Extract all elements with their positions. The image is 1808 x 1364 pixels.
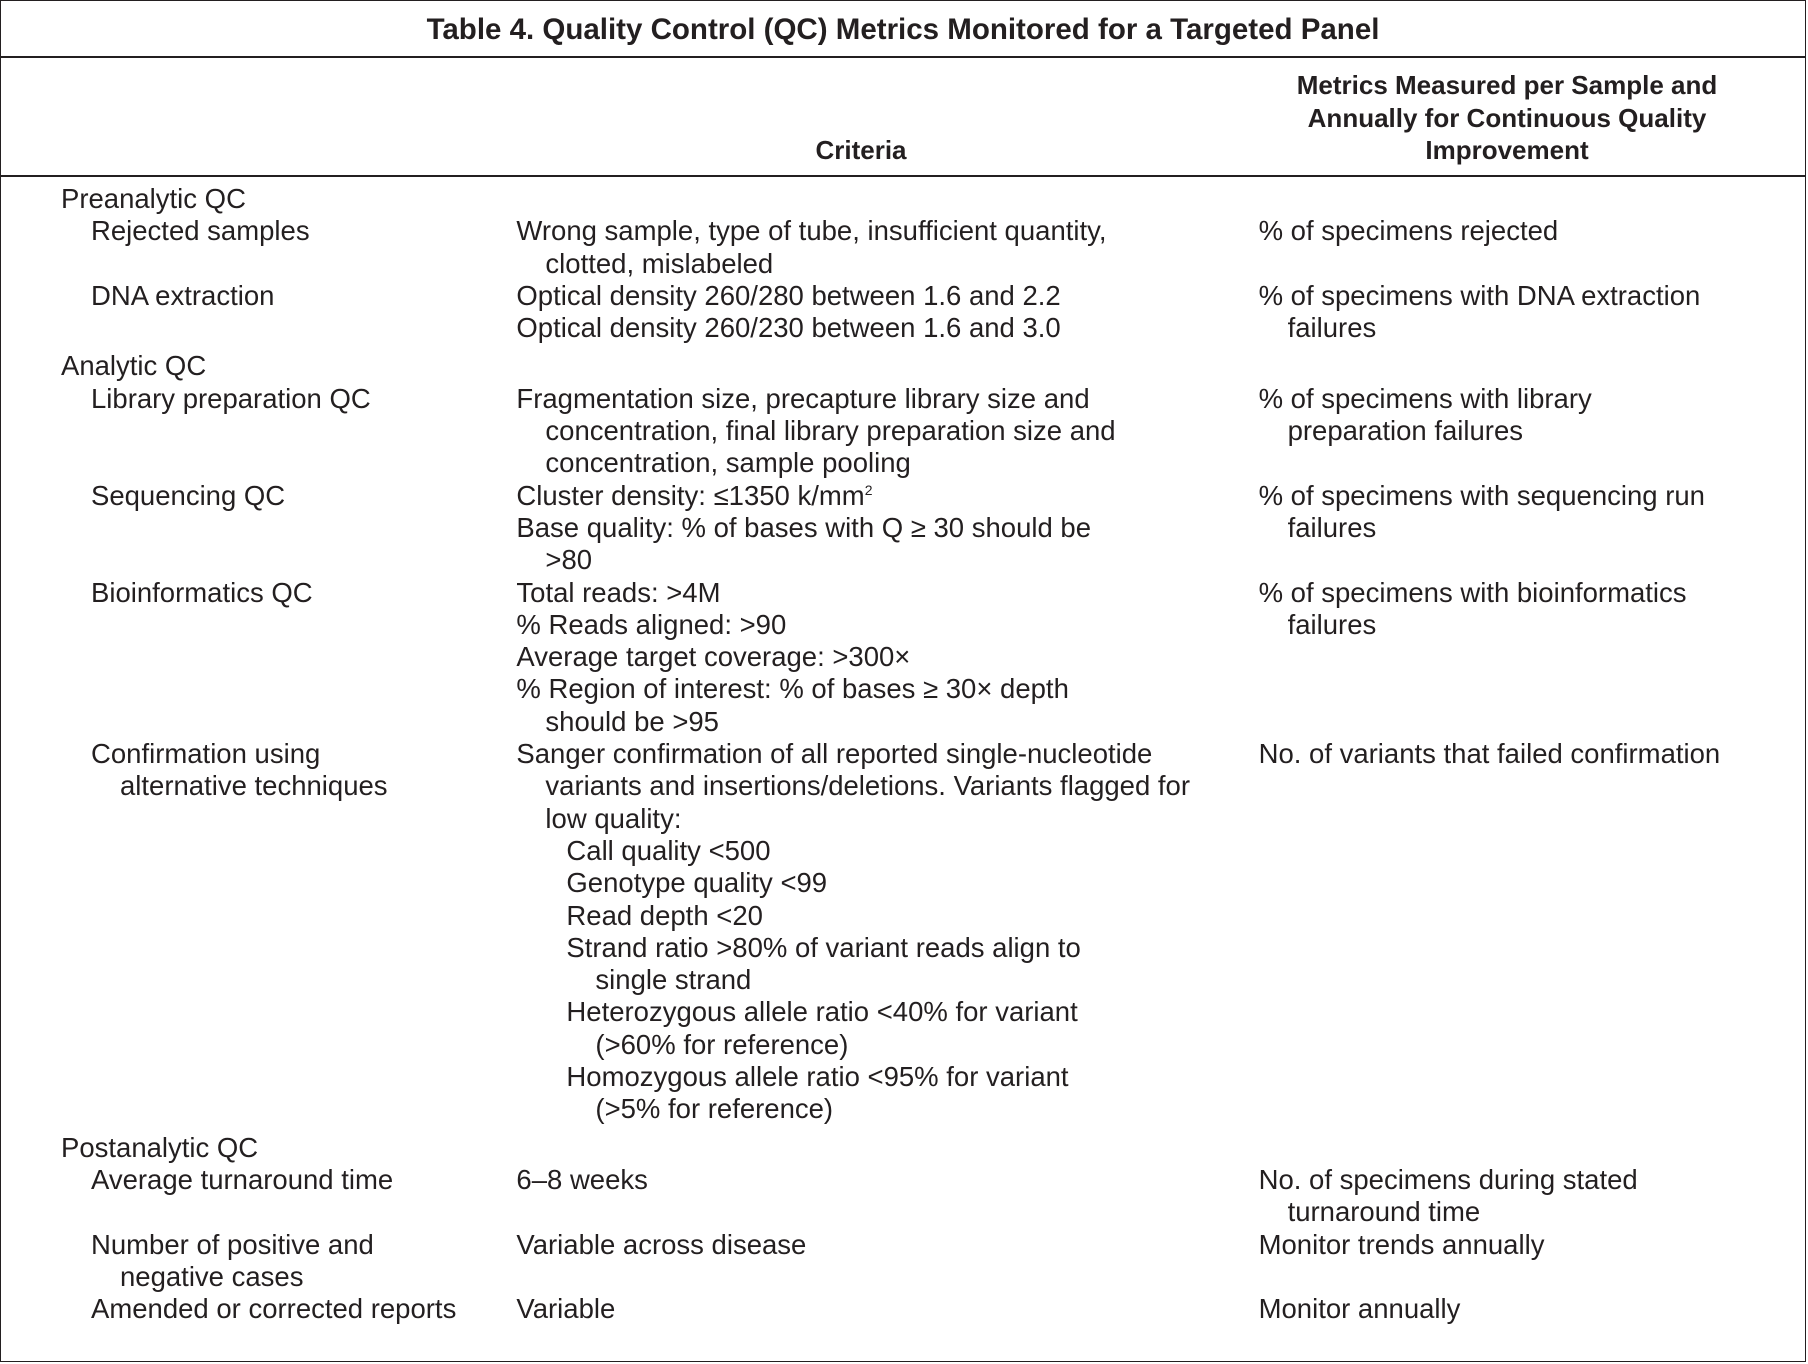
criteria-text: Fragmentation size, precapture library size and	[516, 382, 1090, 414]
criteria-column-header: Criteria	[815, 135, 907, 165]
table-row	[1, 1164, 1805, 1229]
row-label-line: Bioinformatics QC	[91, 576, 313, 608]
row-label-line: Confirmation using	[91, 738, 321, 770]
criteria-line	[516, 932, 1258, 964]
criteria-line	[516, 512, 1258, 544]
table-row	[1, 215, 1805, 280]
criteria-text: clotted, mislabeled	[545, 247, 774, 279]
criteria-text: Homozygous allele ratio <95% for variant	[566, 1061, 1069, 1093]
row-label-line: Sequencing QC	[91, 479, 286, 511]
criteria-cell	[516, 280, 1258, 345]
header-rule	[1, 175, 1805, 177]
metric-cell	[1259, 738, 1805, 1126]
criteria-text: Sanger confirmation of all reported single-nucleotide	[516, 738, 1153, 770]
criteria-cell	[516, 383, 1258, 480]
criteria-line	[516, 215, 1258, 247]
criteria-cell	[516, 480, 1258, 577]
criteria-text: variants and insertions/deletions. Variants flagged for	[545, 770, 1191, 802]
criteria-line	[516, 770, 1258, 802]
criteria-line	[516, 577, 1258, 609]
row-label-line: Number of positive and	[91, 1228, 374, 1260]
section-label: Analytic QC	[61, 350, 207, 382]
criteria-line	[516, 447, 1258, 479]
criteria-line	[516, 641, 1258, 673]
section-row	[1, 1132, 1805, 1164]
criteria-text: Wrong sample, type of tube, insufficient quantity,	[516, 215, 1107, 247]
table-row	[1, 280, 1805, 345]
table-row	[1, 738, 1805, 1126]
criteria-text: Optical density 260/230 between 1.6 and 3.0	[516, 312, 1061, 344]
criteria-text: (>60% for reference)	[595, 1028, 849, 1060]
row-label-line: DNA extraction	[91, 279, 275, 311]
section-label: Postanalytic QC	[61, 1131, 259, 1163]
top-rule	[1, 56, 1805, 58]
metric-cell	[1259, 577, 1805, 738]
criteria-text: Genotype quality <99	[566, 867, 828, 899]
metrics-column-header	[1237, 69, 1777, 167]
criteria-text: Variable	[516, 1293, 616, 1325]
row-label-line: Amended or corrected reports	[91, 1293, 457, 1325]
criteria-text: low quality:	[545, 802, 682, 834]
criteria-text: Variable across disease	[516, 1228, 807, 1260]
metrics-header-line: Annually for Continuous Quality	[1307, 102, 1707, 133]
metric-cell	[1259, 280, 1805, 345]
row-label	[1, 738, 516, 1126]
metric-cell	[1259, 1164, 1805, 1229]
metric-line: % of specimens with DNA extraction	[1258, 279, 1701, 311]
table-row	[1, 480, 1805, 577]
criteria-text: Call quality <500	[566, 834, 771, 866]
metric-cell	[1259, 215, 1805, 280]
criteria-cell	[516, 577, 1258, 738]
table-row	[1, 1293, 1805, 1325]
row-label-line: alternative techniques	[120, 770, 388, 802]
criteria-line	[516, 706, 1258, 738]
criteria-cell	[516, 1293, 1258, 1325]
criteria-line	[516, 248, 1258, 280]
criteria-line	[516, 1093, 1258, 1125]
metric-line: No. of specimens during stated	[1258, 1163, 1638, 1195]
criteria-line	[516, 835, 1258, 867]
section-row	[1, 183, 1805, 215]
criteria-text: Total reads: >4M	[516, 576, 721, 608]
metrics-header-line: Improvement	[1425, 135, 1589, 165]
criteria-line	[516, 803, 1258, 835]
row-label-line: Average turnaround time	[91, 1163, 394, 1195]
table-row	[1, 383, 1805, 480]
criteria-text: 6–8 weeks	[516, 1163, 648, 1195]
criteria-line	[516, 415, 1258, 447]
row-label-line: negative cases	[120, 1260, 304, 1292]
row-label	[1, 215, 516, 280]
criteria-text: Base quality: % of bases with Q ≥ 30 should be	[516, 511, 1092, 543]
metric-line: Monitor trends annually	[1258, 1228, 1545, 1260]
criteria-line	[516, 480, 1258, 512]
criteria-text: >80	[545, 544, 593, 576]
criteria-text: concentration, final library preparation size and	[545, 415, 1116, 447]
superscript: 2	[864, 481, 873, 498]
table-row	[1, 1229, 1805, 1294]
metric-cell	[1259, 1229, 1805, 1294]
metric-line: % of specimens with sequencing run	[1258, 479, 1705, 511]
criteria-line	[516, 1164, 1258, 1196]
metric-cell	[1259, 480, 1805, 577]
criteria-text: Heterozygous allele ratio <40% for variant	[566, 996, 1078, 1028]
metric-line: No. of variants that failed confirmation	[1258, 738, 1721, 770]
metric-line: % of specimens with bioinformatics	[1258, 576, 1687, 608]
row-label	[1, 383, 516, 480]
criteria-line	[516, 383, 1258, 415]
row-label-line: Library preparation QC	[91, 382, 371, 414]
criteria-cell	[516, 1164, 1258, 1229]
criteria-text: Read depth <20	[566, 899, 763, 931]
criteria-text: % Reads aligned: >90	[516, 608, 787, 640]
criteria-cell	[516, 738, 1258, 1126]
criteria-text: Average target coverage: >300×	[516, 641, 911, 673]
criteria-text: (>5% for reference)	[595, 1093, 834, 1125]
criteria-line	[516, 964, 1258, 996]
criteria-line	[516, 280, 1258, 312]
criteria-text: % Region of interest: % of bases ≥ 30× depth	[516, 673, 1069, 705]
row-label	[1, 1293, 516, 1325]
criteria-line	[516, 867, 1258, 899]
criteria-line	[516, 1293, 1258, 1325]
metric-line: failures	[1287, 312, 1377, 344]
criteria-text: single strand	[595, 964, 752, 996]
table-body	[1, 183, 1805, 1325]
section-label: Preanalytic QC	[61, 183, 246, 214]
table-title: Table 4. Quality Control (QC) Metrics Monitored for a Targeted Panel	[426, 13, 1380, 46]
criteria-line	[516, 900, 1258, 932]
criteria-line	[516, 1029, 1258, 1061]
row-label	[1, 1164, 516, 1229]
criteria-text: Optical density 260/280 between 1.6 and 2.2	[516, 279, 1061, 311]
row-label-line: Rejected samples	[91, 215, 310, 247]
metric-line: % of specimens with library	[1258, 382, 1592, 414]
criteria-line	[516, 996, 1258, 1028]
criteria-line	[516, 1061, 1258, 1093]
criteria-line	[516, 673, 1258, 705]
criteria-text: should be >95	[545, 705, 719, 737]
metric-line: failures	[1287, 511, 1377, 543]
criteria-line	[516, 609, 1258, 641]
row-label	[1, 1229, 516, 1294]
metrics-header-line: Metrics Measured per Sample and	[1296, 70, 1718, 100]
section-row	[1, 350, 1805, 382]
criteria-text: Cluster density: ≤1350 k/mm	[516, 479, 865, 511]
metric-line: Monitor annually	[1258, 1293, 1461, 1325]
metric-line: % of specimens rejected	[1258, 215, 1559, 247]
criteria-cell	[516, 215, 1258, 280]
metric-line: preparation failures	[1287, 415, 1524, 447]
criteria-text: Strand ratio >80% of variant reads align to	[566, 931, 1081, 963]
metric-cell	[1259, 1293, 1805, 1325]
table-row	[1, 577, 1805, 738]
metric-line: failures	[1287, 608, 1377, 640]
criteria-line	[516, 1229, 1258, 1261]
criteria-text: concentration, sample pooling	[545, 447, 911, 479]
row-label	[1, 280, 516, 345]
criteria-cell	[516, 1229, 1258, 1294]
row-label	[1, 480, 516, 577]
criteria-line	[516, 738, 1258, 770]
criteria-line	[516, 312, 1258, 344]
metric-cell	[1259, 383, 1805, 480]
criteria-line	[516, 544, 1258, 576]
metric-line: turnaround time	[1287, 1196, 1481, 1228]
row-label	[1, 577, 516, 738]
